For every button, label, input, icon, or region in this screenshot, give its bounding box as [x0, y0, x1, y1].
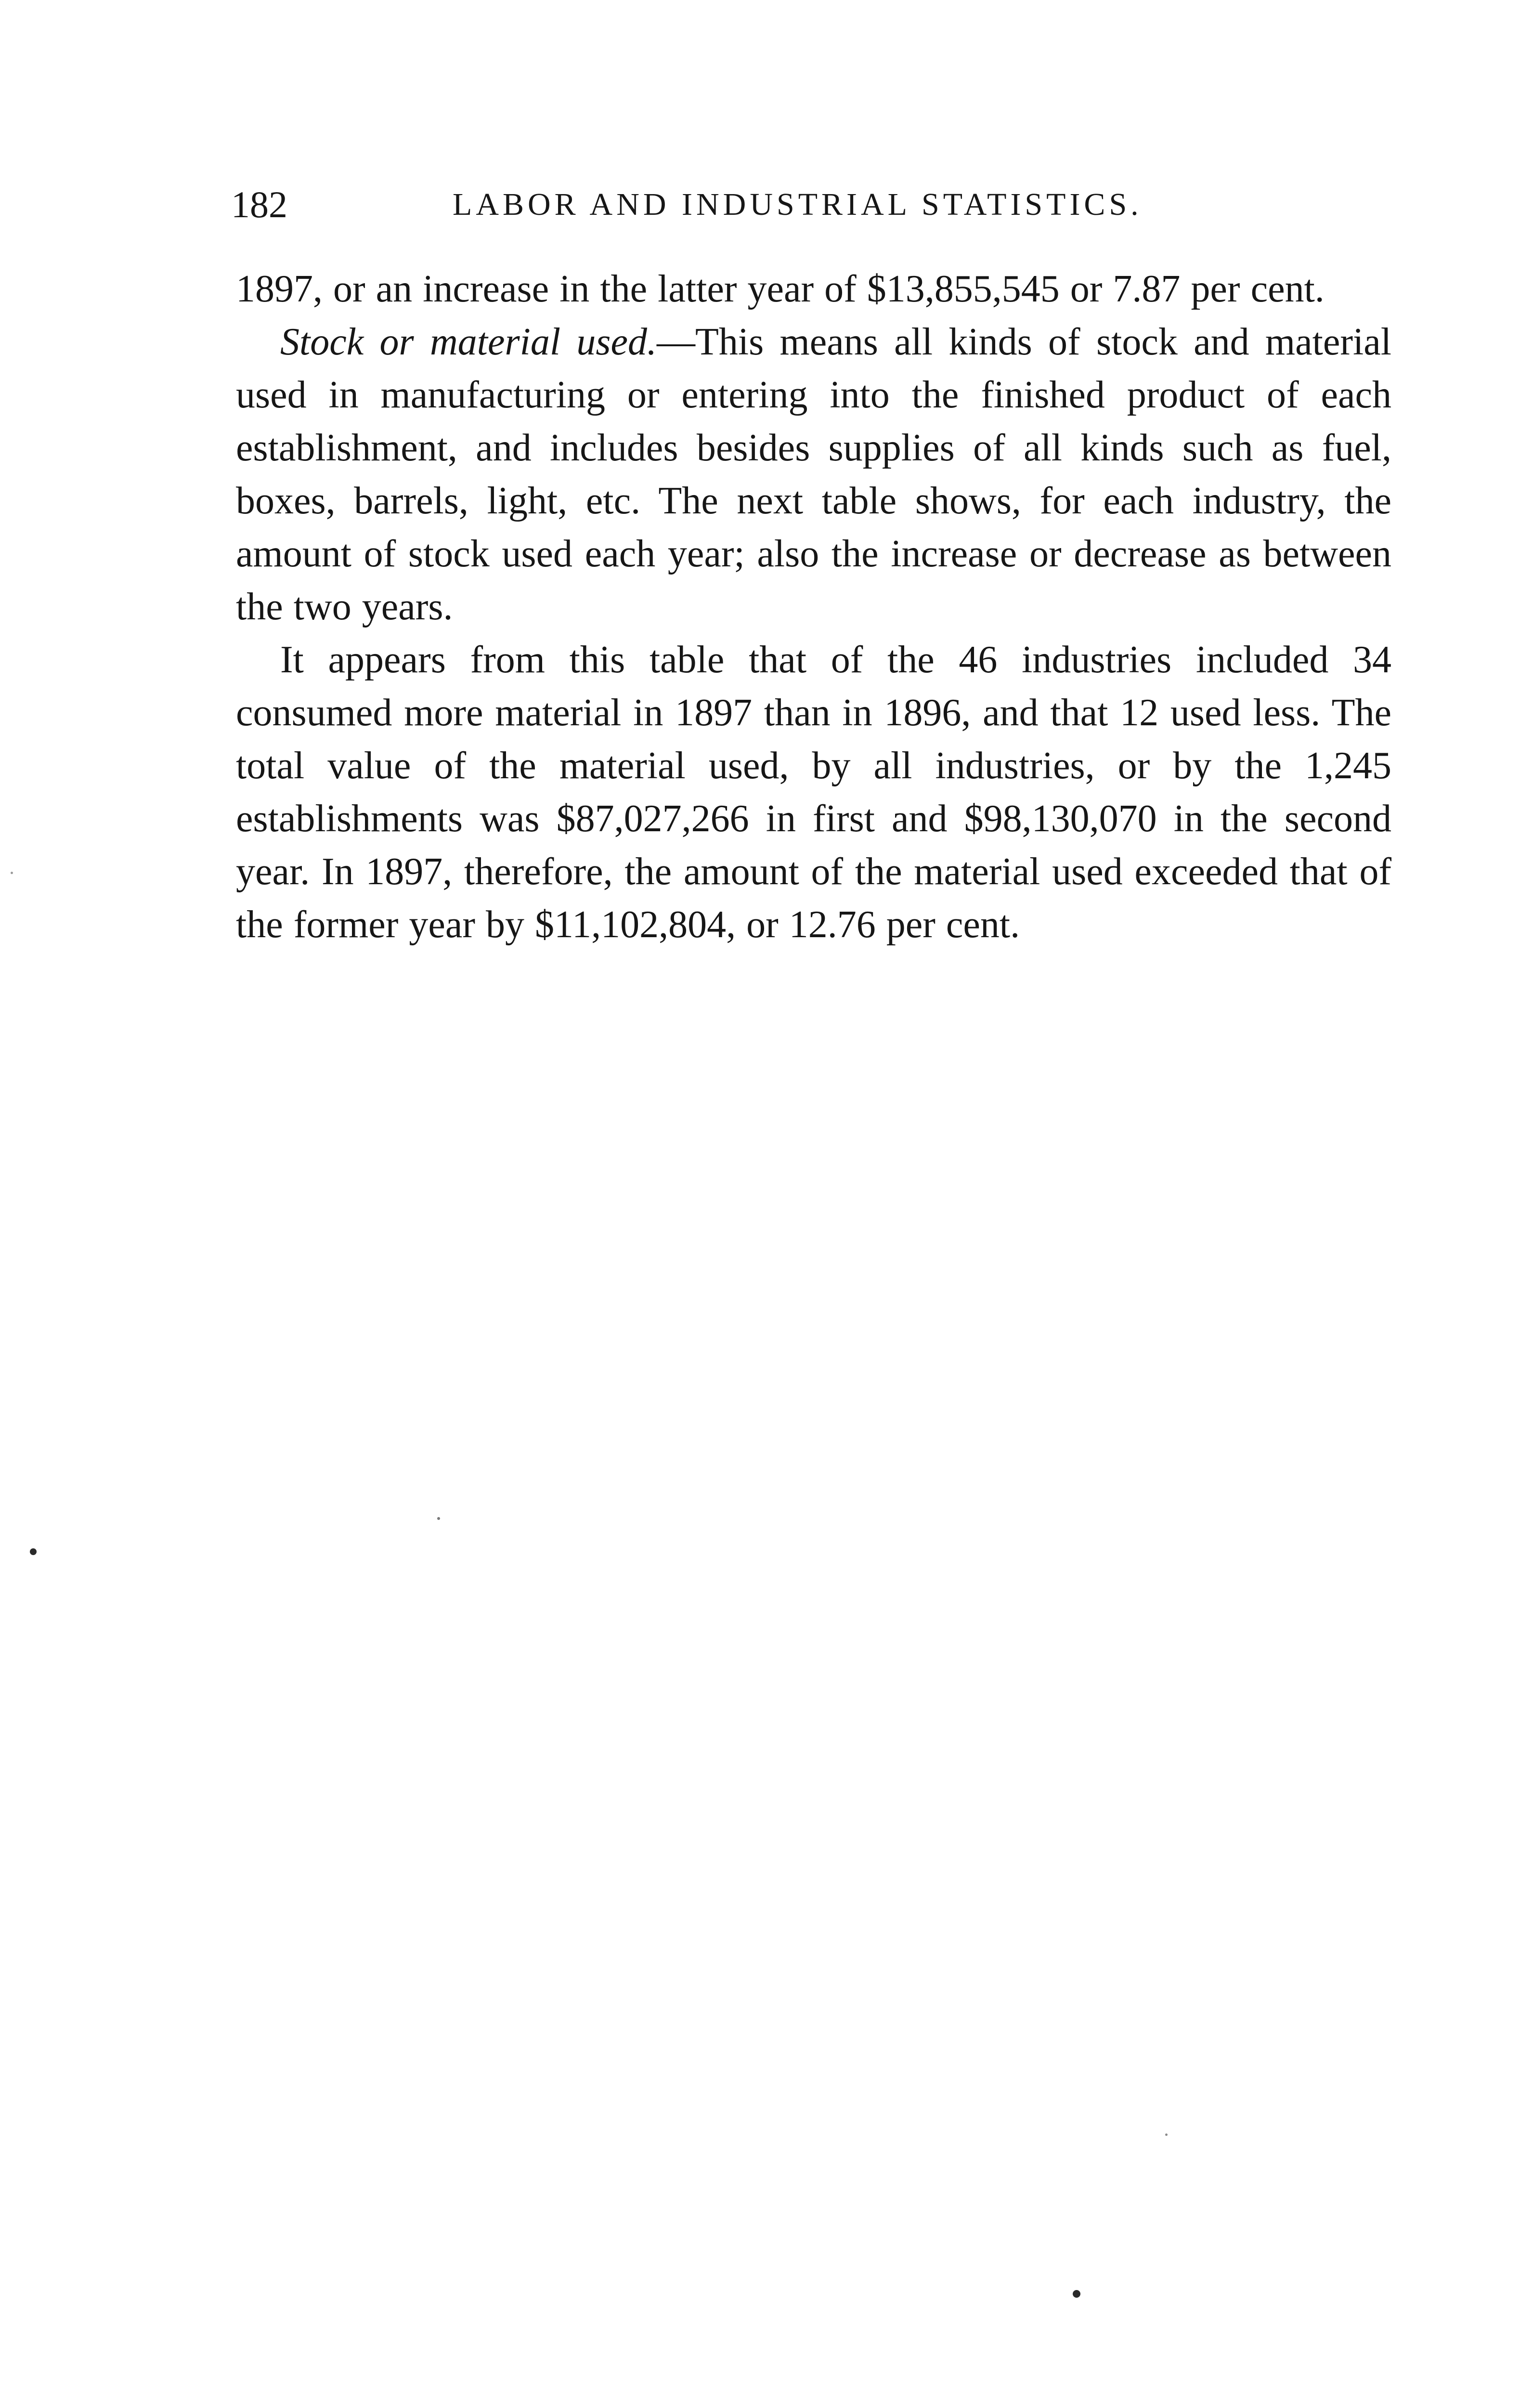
paragraph-stock-material — [236, 315, 1391, 633]
scan-speck — [437, 1517, 440, 1520]
page-header — [231, 178, 1396, 231]
paragraph-text: It appears from this table that of the 46 industries included 34 consumed more material in 1897 than in 1896, and that 12 used less. The total value of the material used, by all industries, or by the 1,245 establishments was $87,027,266 in first and $98,130,070 in the second year. In 1897, therefore, the amount of the material used exceeded that of the former year by $11,102,804, or 12.76 per cent. — [236, 639, 1391, 946]
scan-speck — [1165, 2133, 1168, 2136]
paragraph-text: 1897, or an increase in the latter year of $13,855,545 or 7.87 per cent. — [236, 268, 1325, 310]
paragraph-continuation — [236, 262, 1391, 315]
page-number: 182 — [231, 183, 287, 225]
scan-speck — [30, 1548, 37, 1555]
scan-speck — [11, 872, 13, 874]
section-heading: Stock or material used. — [280, 321, 657, 363]
body-text — [236, 262, 1391, 951]
scan-speck — [1073, 2290, 1080, 2298]
paragraph-text: —This means all kinds of stock and material used in manufacturing or entering into the finished product of each establishment, and includes besides supplies of all kinds such as fuel, boxes, barrels, light, etc. The next table shows, for each industry, the amount of stock used each year; also the increase or decrease as between the two years. — [236, 321, 1392, 628]
running-head: LABOR AND INDUSTRIAL STATISTICS. — [453, 187, 1143, 222]
paragraph-industries — [236, 633, 1391, 951]
